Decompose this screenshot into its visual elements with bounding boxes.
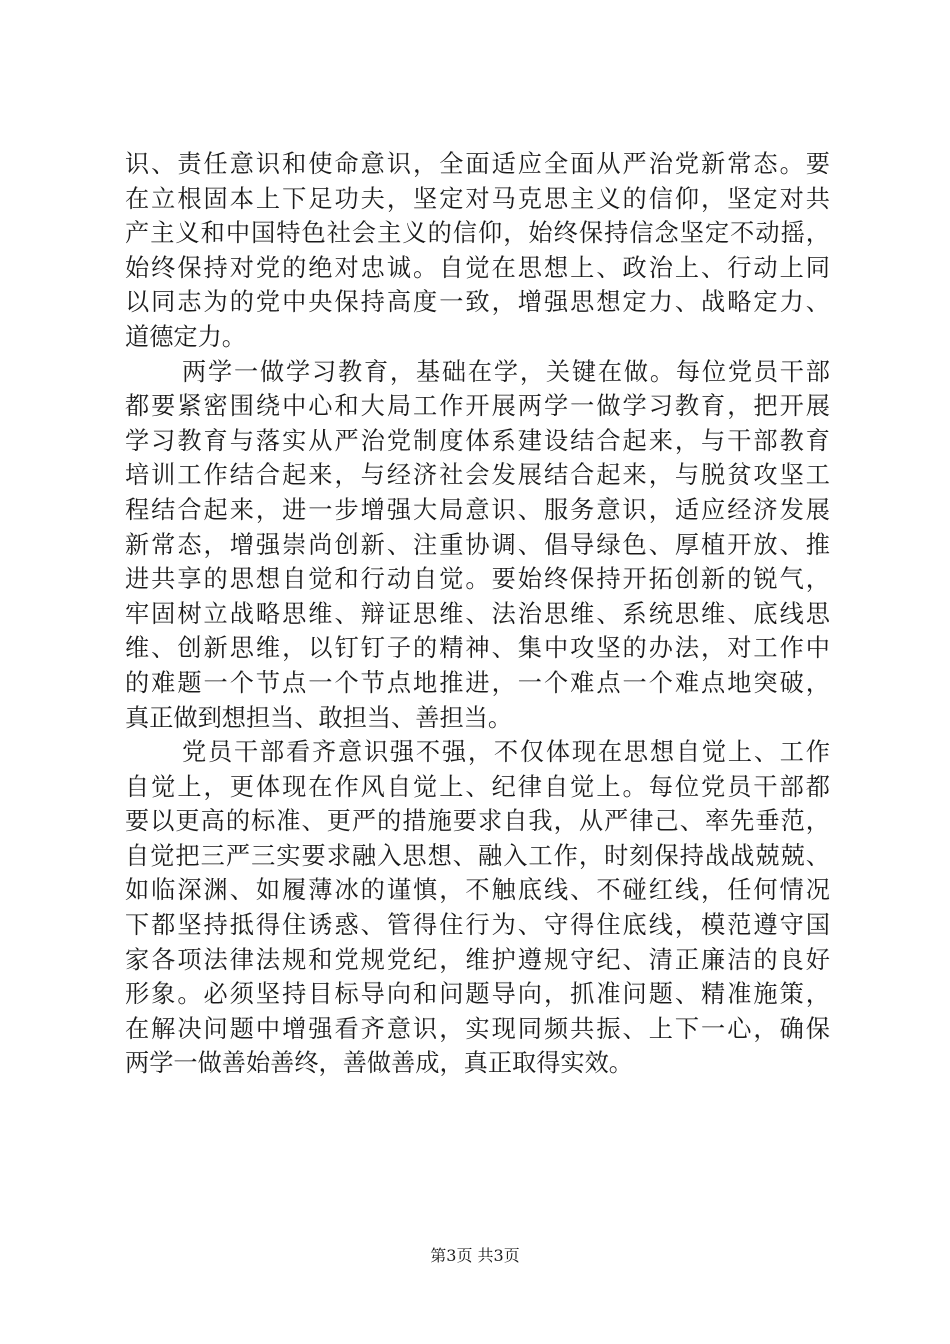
paragraph-3-line-5: 如临深渊、如履薄冰的谨慎，不触底线、不碰红线，任何情况 <box>125 876 830 905</box>
paragraph-3-line-9: 在解决问题中增强看齐意识，实现同频共振、上下一心，确保 <box>125 1014 830 1043</box>
page-number-footer: 第3页 共3页 <box>430 1246 520 1265</box>
paragraph-2-line-9: 维、创新思维，以钉钉子的精神、集中攻坚的办法，对工作中 <box>125 634 830 663</box>
paragraph-2-line-8: 牢固树立战略思维、辩证思维、法治思维、系统思维、底线思 <box>125 599 830 628</box>
paragraph-2-line-3: 学习教育与落实从严治党制度体系建设结合起来，与干部教育 <box>125 426 830 455</box>
paragraph-3-line-3: 要以更高的标准、更严的措施要求自我，从严律己、率先垂范， <box>125 807 830 836</box>
document-body <box>125 147 830 1081</box>
paragraph-2-line-10: 的难题一个节点一个节点地推进，一个难点一个难点地突破， <box>125 668 830 697</box>
paragraph-1-line-2: 在立根固本上下足功夫，坚定对马克思主义的信仰，坚定对共 <box>125 184 830 213</box>
paragraph-2-line-1: 两学一做学习教育，基础在学，关键在做。每位党员干部 <box>182 357 830 386</box>
paragraph-3-line-6: 下都坚持抵得住诱惑、管得住行为、守得住底线，模范遵守国 <box>125 911 830 940</box>
paragraph-3-line-7: 家各项法律法规和党规党纪，维护遵规守纪、清正廉洁的良好 <box>125 945 830 974</box>
paragraph-2-line-6: 新常态，增强崇尚创新、注重协调、倡导绿色、厚植开放、推 <box>125 530 830 559</box>
paragraph-1-line-4: 始终保持对党的绝对忠诚。自觉在思想上、政治上、行动上同 <box>125 253 830 282</box>
paragraph-1-line-6: 道德定力。 <box>125 322 246 351</box>
paragraph-3-line-1: 党员干部看齐意识强不强，不仅体现在思想自觉上、工作 <box>182 738 830 767</box>
paragraph-2-line-5: 程结合起来，进一步增强大局意识、服务意识，适应经济发展 <box>125 495 830 524</box>
paragraph-3-line-8: 形象。必须坚持目标导向和问题导向，抓准问题、精准施策， <box>125 980 830 1009</box>
paragraph-2-line-7: 进共享的思想自觉和行动自觉。要始终保持开拓创新的锐气， <box>125 565 830 594</box>
paragraph-3-line-10: 两学一做善始善终，善做善成，真正取得实效。 <box>125 1049 633 1078</box>
paragraph-3-line-4: 自觉把三严三实要求融入思想、融入工作，时刻保持战战兢兢、 <box>125 841 830 870</box>
paragraph-1-line-1: 识、责任意识和使命意识，全面适应全面从严治党新常态。要 <box>125 150 830 178</box>
paragraph-2-line-2: 都要紧密围绕中心和大局工作开展两学一做学习教育，把开展 <box>125 392 830 421</box>
paragraph-2-line-11: 真正做到想担当、敢担当、善担当。 <box>125 703 513 732</box>
paragraph-1-line-5: 以同志为的党中央保持高度一致，增强思想定力、战略定力、 <box>125 288 830 317</box>
paragraph-2-line-4: 培训工作结合起来，与经济社会发展结合起来，与脱贫攻坚工 <box>125 461 830 490</box>
paragraph-1-line-3: 产主义和中国特色社会主义的信仰，始终保持信念坚定不动摇， <box>125 219 830 248</box>
paragraph-3-line-2: 自觉上，更体现在作风自觉上、纪律自觉上。每位党员干部都 <box>125 772 830 801</box>
